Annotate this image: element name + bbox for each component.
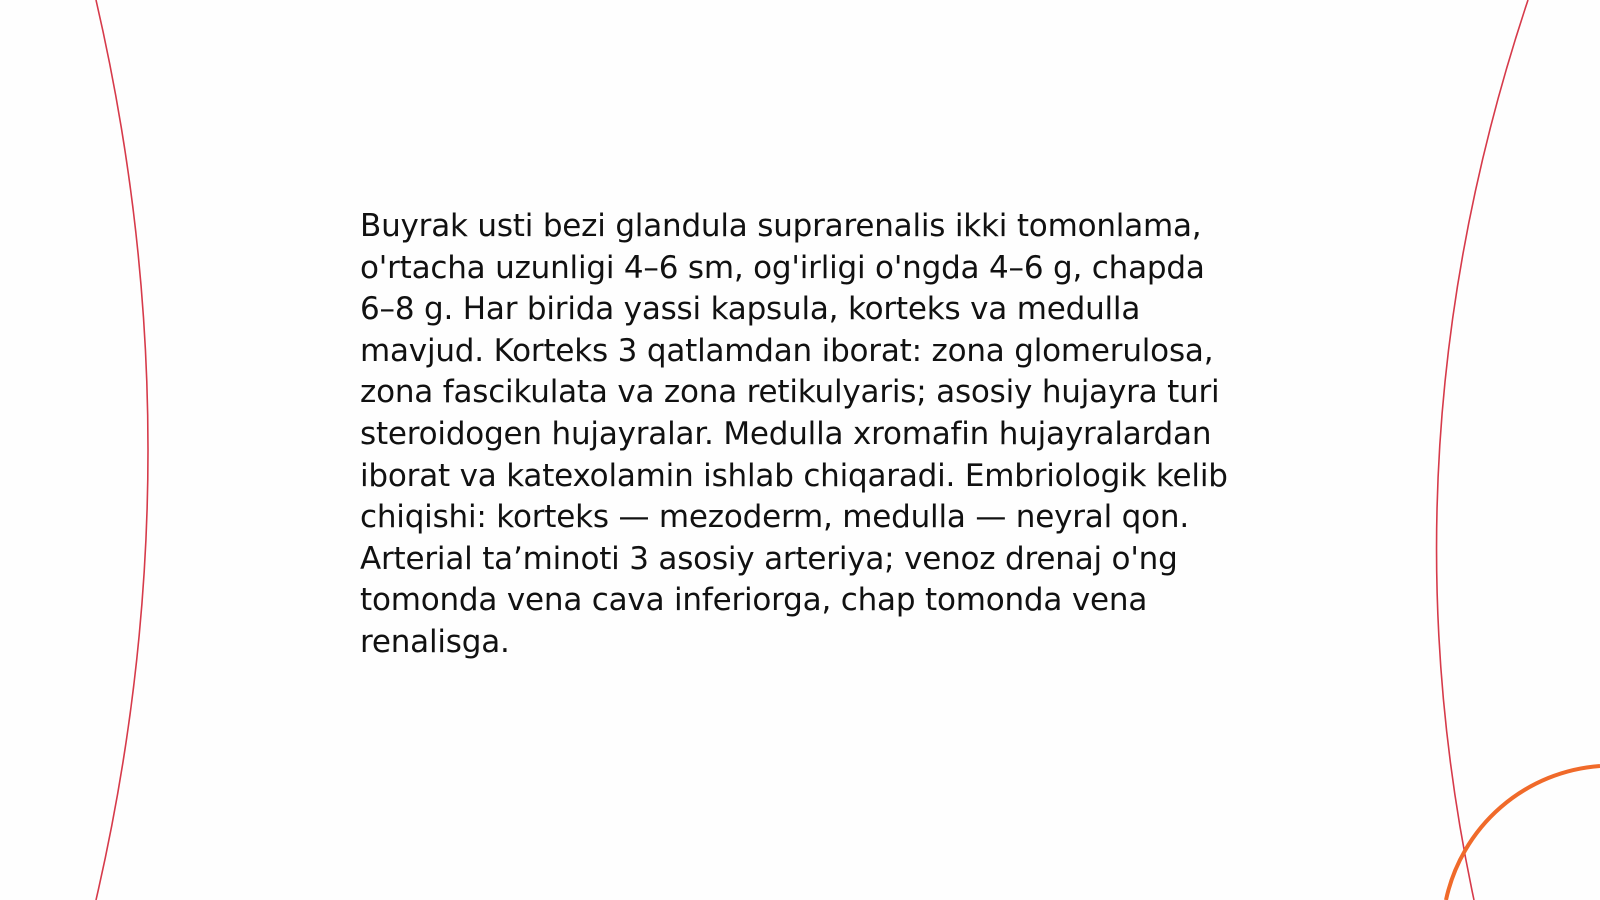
accent-arc [1446, 766, 1600, 900]
right-curve-line [1437, 0, 1528, 900]
slide-body-text: Buyrak usti bezi glandula suprarenalis ikki tomonlama, o'rtacha uzunligi 4–6 sm, og'irligi o'ngda 4–6 g, chapda 6–8 g. Har birida yassi kapsula, korteks va medulla mavjud. Korteks 3 qatlamdan iborat: zona glomerulosa, zona fascikulata va zona retikulyaris; asosiy hujayra turi steroidogen hujayralar. Medulla xromafin hujayralardan iborat va katexolamin ishlab chiqaradi. Embriologik kelib chiqishi: korteks — mezoderm, medulla — neyral qon. Arterial ta’minoti 3 asosiy arteriya; venoz drenaj o'ng tomonda vena cava inferiorga, chap tomonda vena renalisga. [360, 208, 1228, 660]
left-curve-line [96, 0, 148, 900]
